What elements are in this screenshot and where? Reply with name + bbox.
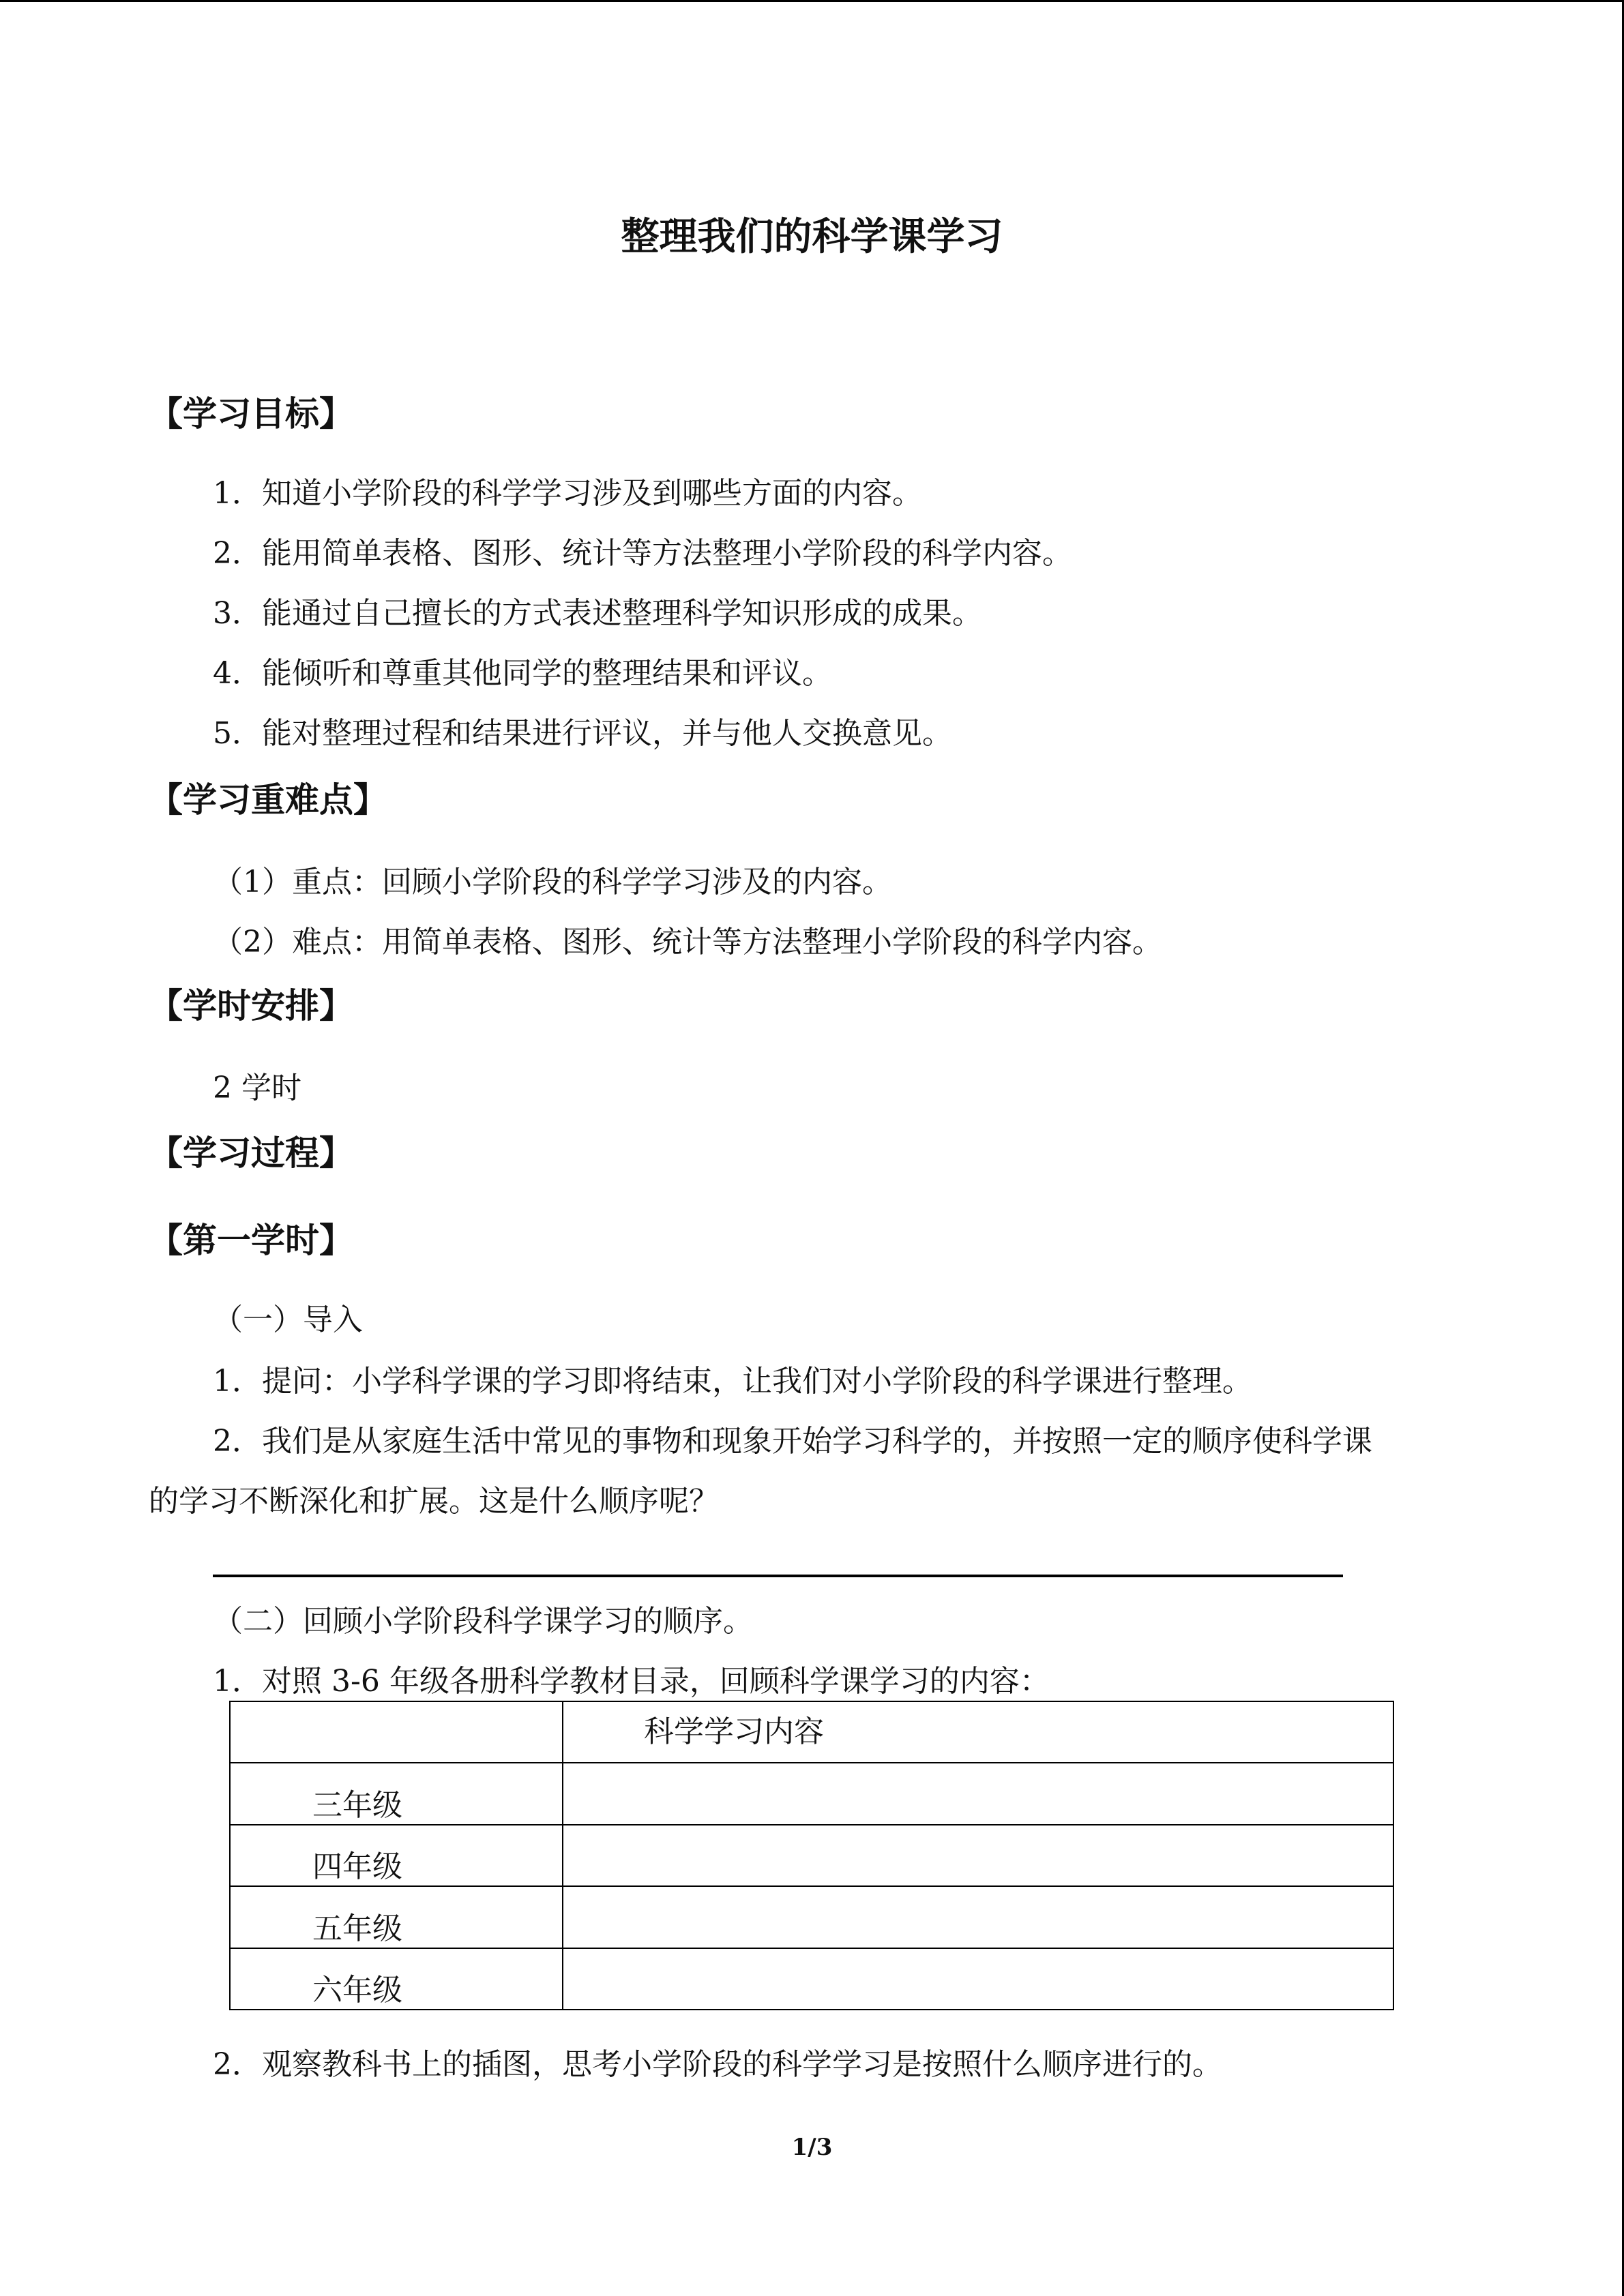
table-header-row (230, 1701, 1393, 1763)
table-cell-grade: 三年级 (230, 1763, 563, 1824)
table-header-cell: 科学学习内容 (563, 1701, 1393, 1763)
table-cell-grade: 四年级 (230, 1825, 563, 1886)
table-cell-content (563, 1763, 1393, 1824)
intro-heading: （一）导入 (213, 1302, 363, 1337)
review-item: 1．对照 3-6 年级各册科学教材目录，回顾科学课学习的内容： (213, 1664, 1050, 1699)
table-cell-content (563, 1948, 1393, 2010)
table-cell-grade: 五年级 (230, 1886, 563, 1948)
heading-schedule: 【学时安排】 (149, 986, 353, 1026)
answer-blank-line (213, 1575, 1343, 1577)
question-item: 2．我们是从家庭生活中常见的事物和现象开始学习科学的，并按照一定的顺序使科学课 (213, 1424, 1372, 1459)
review-item: 2．观察教科书上的插图，思考小学阶段的科学学习是按照什么顺序进行的。 (213, 2047, 1222, 2082)
heading-learning-process: 【学习过程】 (149, 1133, 353, 1173)
key-point-item: （1）重点：回顾小学阶段的科学学习涉及的内容。 (213, 865, 892, 899)
goal-item: 4．能倾听和尊重其他同学的整理结果和评议。 (213, 656, 832, 691)
table-cell-content (563, 1886, 1393, 1948)
goal-item: 5．能对整理过程和结果进行评议，并与他人交换意见。 (213, 716, 952, 751)
table-cell-grade: 六年级 (230, 1948, 563, 2010)
heading-lesson-one: 【第一学时】 (149, 1221, 353, 1260)
key-point-item: （2）难点：用简单表格、图形、统计等方法整理小学阶段的科学内容。 (213, 925, 1162, 959)
heading-key-points: 【学习重难点】 (149, 780, 387, 820)
heading-learning-goals: 【学习目标】 (149, 394, 353, 434)
table-row (230, 1825, 1393, 1886)
table-cell-content (563, 1825, 1393, 1886)
table-header-cell (230, 1701, 563, 1763)
goal-item: 3．能通过自己擅长的方式表述整理科学知识形成的成果。 (213, 596, 982, 631)
goal-item: 2．能用简单表格、图形、统计等方法整理小学阶段的科学内容。 (213, 536, 1072, 571)
schedule-text: 2 学时 (213, 1071, 301, 1105)
table-row (230, 1886, 1393, 1948)
page-top-border (0, 0, 1624, 2)
page-number: 1/3 (791, 2134, 833, 2161)
table-row (230, 1763, 1393, 1824)
document-title: 整理我们的科学课学习 (621, 215, 1003, 259)
question-item-continued: 的学习不断深化和扩展。这是什么顺序呢？ (149, 1484, 719, 1519)
question-item: 1．提问：小学科学课的学习即将结束，让我们对小学阶段的科学课进行整理。 (213, 1364, 1252, 1399)
review-heading: （二）回顾小学阶段科学课学习的顺序。 (213, 1604, 753, 1639)
grade-content-table (229, 1701, 1394, 2010)
table-row (230, 1948, 1393, 2010)
goal-item: 1．知道小学阶段的科学学习涉及到哪些方面的内容。 (213, 476, 922, 511)
